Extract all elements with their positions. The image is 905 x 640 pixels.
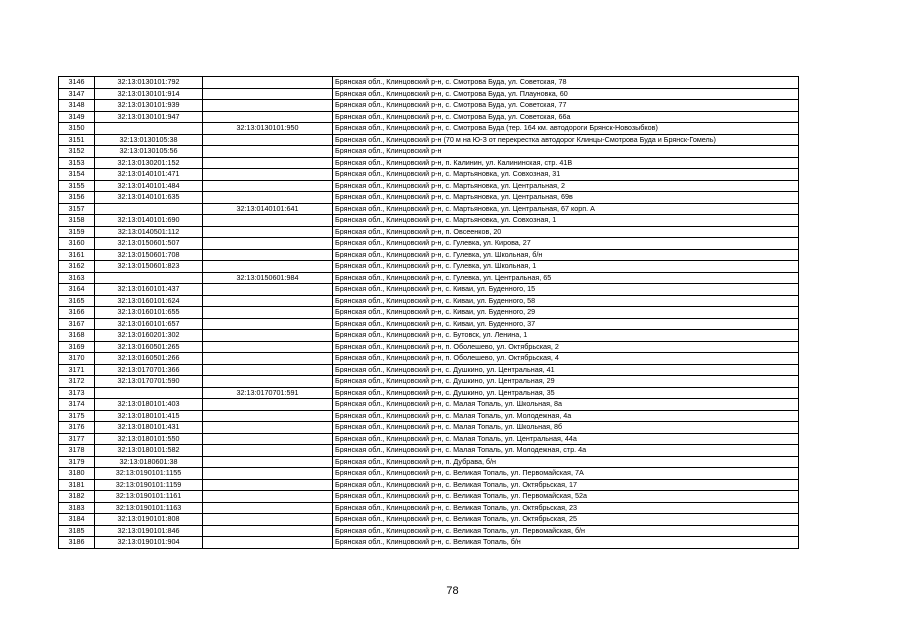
address-cell: Брянская обл., Клинцовский р-н, с. Гулевка, ул. Школьная, 1 <box>333 261 799 273</box>
parent-cadastral-number-cell <box>203 410 333 422</box>
cadastral-number-cell: 32:13:0180101:550 <box>95 433 203 445</box>
row-number-cell: 3152 <box>59 146 95 158</box>
cadastral-number-cell: 32:13:0140501:112 <box>95 226 203 238</box>
address-cell: Брянская обл., Клинцовский р-н (70 м на Ю-З от перекрестка автодорог Клинцы-Смотрова Буда и Брянск-Гомель) <box>333 134 799 146</box>
table-row <box>59 134 799 146</box>
cadastral-number-cell: 32:13:0150601:708 <box>95 249 203 261</box>
parent-cadastral-number-cell <box>203 180 333 192</box>
table-row <box>59 284 799 296</box>
parent-cadastral-number-cell <box>203 215 333 227</box>
row-number-cell: 3182 <box>59 491 95 503</box>
parent-cadastral-number-cell: 32:13:0170701:591 <box>203 387 333 399</box>
address-cell: Брянская обл., Клинцовский р-н, с. Великая Топаль, ул. Первомайская, б/н <box>333 525 799 537</box>
table-row <box>59 249 799 261</box>
table-row <box>59 261 799 273</box>
address-cell: Брянская обл., Клинцовский р-н, с. Великая Топаль, ул. Первомайская, 52а <box>333 491 799 503</box>
table-row <box>59 238 799 250</box>
cadastral-number-cell <box>95 203 203 215</box>
cadastral-number-cell <box>95 272 203 284</box>
page-number: 78 <box>446 585 459 597</box>
parent-cadastral-number-cell <box>203 318 333 330</box>
parent-cadastral-number-cell <box>203 226 333 238</box>
table-row <box>59 456 799 468</box>
address-cell: Брянская обл., Клинцовский р-н, с. Малая Топаль, ул. Школьная, 8б <box>333 422 799 434</box>
address-cell: Брянская обл., Клинцовский р-н, с. Малая Топаль, ул. Центральная, 44а <box>333 433 799 445</box>
table-row <box>59 88 799 100</box>
cadastral-number-cell: 32:13:0140101:471 <box>95 169 203 181</box>
row-number-cell: 3151 <box>59 134 95 146</box>
row-number-cell: 3171 <box>59 364 95 376</box>
table-row <box>59 123 799 135</box>
parent-cadastral-number-cell <box>203 445 333 457</box>
table-row <box>59 491 799 503</box>
cadastral-number-cell: 32:13:0160101:624 <box>95 295 203 307</box>
table-row <box>59 410 799 422</box>
cadastral-number-cell: 32:13:0180101:431 <box>95 422 203 434</box>
cadastral-number-cell <box>95 123 203 135</box>
row-number-cell: 3167 <box>59 318 95 330</box>
parent-cadastral-number-cell <box>203 491 333 503</box>
cadastral-number-cell: 32:13:0170701:590 <box>95 376 203 388</box>
cadastral-number-cell: 32:13:0190101:1159 <box>95 479 203 491</box>
parent-cadastral-number-cell <box>203 100 333 112</box>
address-cell: Брянская обл., Клинцовский р-н, с. Киваи, ул. Буденного, 29 <box>333 307 799 319</box>
table-row <box>59 146 799 158</box>
table-row <box>59 111 799 123</box>
cadastral-number-cell: 32:13:0130101:939 <box>95 100 203 112</box>
cadastral-number-cell: 32:13:0130201:152 <box>95 157 203 169</box>
address-cell: Брянская обл., Клинцовский р-н, с. Великая Топаль, ул. Октябрьская, 25 <box>333 514 799 526</box>
cadastral-number-cell: 32:13:0130105:56 <box>95 146 203 158</box>
parent-cadastral-number-cell <box>203 376 333 388</box>
row-number-cell: 3170 <box>59 353 95 365</box>
address-cell: Брянская обл., Клинцовский р-н, с. Киваи, ул. Буденного, 58 <box>333 295 799 307</box>
row-number-cell: 3163 <box>59 272 95 284</box>
table-row <box>59 157 799 169</box>
parent-cadastral-number-cell <box>203 502 333 514</box>
table-row <box>59 307 799 319</box>
row-number-cell: 3185 <box>59 525 95 537</box>
table-row <box>59 169 799 181</box>
row-number-cell: 3164 <box>59 284 95 296</box>
address-cell: Брянская обл., Клинцовский р-н, с. Великая Топаль, ул. Октябрьская, 17 <box>333 479 799 491</box>
row-number-cell: 3176 <box>59 422 95 434</box>
cadastral-number-cell: 32:13:0160501:265 <box>95 341 203 353</box>
row-number-cell: 3178 <box>59 445 95 457</box>
parent-cadastral-number-cell <box>203 479 333 491</box>
table-row <box>59 399 799 411</box>
row-number-cell: 3166 <box>59 307 95 319</box>
address-cell: Брянская обл., Клинцовский р-н, с. Гулевка, ул. Школьная, б/н <box>333 249 799 261</box>
row-number-cell: 3180 <box>59 468 95 480</box>
row-number-cell: 3173 <box>59 387 95 399</box>
parent-cadastral-number-cell <box>203 525 333 537</box>
table-row <box>59 330 799 342</box>
parent-cadastral-number-cell <box>203 169 333 181</box>
address-cell: Брянская обл., Клинцовский р-н, с. Душкино, ул. Центральная, 29 <box>333 376 799 388</box>
parent-cadastral-number-cell <box>203 433 333 445</box>
cadastral-number-cell: 32:13:0160201:302 <box>95 330 203 342</box>
cadastral-number-cell: 32:13:0130101:792 <box>95 77 203 89</box>
parent-cadastral-number-cell <box>203 399 333 411</box>
table-row <box>59 295 799 307</box>
table-row <box>59 433 799 445</box>
property-table-body <box>59 77 799 549</box>
row-number-cell: 3186 <box>59 537 95 549</box>
row-number-cell: 3158 <box>59 215 95 227</box>
parent-cadastral-number-cell <box>203 468 333 480</box>
parent-cadastral-number-cell <box>203 134 333 146</box>
parent-cadastral-number-cell: 32:13:0130101:950 <box>203 123 333 135</box>
cadastral-number-cell: 32:13:0130101:947 <box>95 111 203 123</box>
parent-cadastral-number-cell <box>203 192 333 204</box>
table-row <box>59 192 799 204</box>
address-cell: Брянская обл., Клинцовский р-н <box>333 146 799 158</box>
address-cell: Брянская обл., Клинцовский р-н, с. Киваи, ул. Буденного, 15 <box>333 284 799 296</box>
address-cell: Брянская обл., Клинцовский р-н, с. Смотрова Буда, ул. Плауновка, 60 <box>333 88 799 100</box>
row-number-cell: 3183 <box>59 502 95 514</box>
address-cell: Брянская обл., Клинцовский р-н, с. Мартьяновка, ул. Совхозная, 1 <box>333 215 799 227</box>
row-number-cell: 3147 <box>59 88 95 100</box>
cadastral-number-cell: 32:13:0190101:1155 <box>95 468 203 480</box>
table-row <box>59 226 799 238</box>
parent-cadastral-number-cell <box>203 422 333 434</box>
cadastral-number-cell: 32:13:0140101:635 <box>95 192 203 204</box>
address-cell: Брянская обл., Клинцовский р-н, с. Душкино, ул. Центральная, 41 <box>333 364 799 376</box>
address-cell: Брянская обл., Клинцовский р-н, с. Великая Топаль, ул. Первомайская, 7А <box>333 468 799 480</box>
parent-cadastral-number-cell <box>203 249 333 261</box>
table-row <box>59 203 799 215</box>
parent-cadastral-number-cell <box>203 353 333 365</box>
parent-cadastral-number-cell <box>203 261 333 273</box>
row-number-cell: 3157 <box>59 203 95 215</box>
cadastral-number-cell <box>95 387 203 399</box>
address-cell: Брянская обл., Клинцовский р-н, с. Смотрова Буда (тер. 164 км. автодороги Брянск-Новозыбков) <box>333 123 799 135</box>
property-table <box>58 76 799 549</box>
cadastral-number-cell: 32:13:0180101:403 <box>95 399 203 411</box>
row-number-cell: 3148 <box>59 100 95 112</box>
cadastral-number-cell: 32:13:0130105:38 <box>95 134 203 146</box>
cadastral-number-cell: 32:13:0150601:507 <box>95 238 203 250</box>
parent-cadastral-number-cell: 32:13:0150601:984 <box>203 272 333 284</box>
row-number-cell: 3177 <box>59 433 95 445</box>
address-cell: Брянская обл., Клинцовский р-н, с. Душкино, ул. Центральная, 35 <box>333 387 799 399</box>
parent-cadastral-number-cell <box>203 341 333 353</box>
row-number-cell: 3156 <box>59 192 95 204</box>
cadastral-number-cell: 32:13:0160501:266 <box>95 353 203 365</box>
table-row <box>59 180 799 192</box>
parent-cadastral-number-cell <box>203 157 333 169</box>
row-number-cell: 3168 <box>59 330 95 342</box>
cadastral-number-cell: 32:13:0190101:808 <box>95 514 203 526</box>
cadastral-number-cell: 32:13:0160101:437 <box>95 284 203 296</box>
parent-cadastral-number-cell <box>203 295 333 307</box>
row-number-cell: 3150 <box>59 123 95 135</box>
address-cell: Брянская обл., Клинцовский р-н, п. Оболешево, ул. Октябрьская, 4 <box>333 353 799 365</box>
table-row <box>59 445 799 457</box>
cadastral-number-cell: 32:13:0190101:1161 <box>95 491 203 503</box>
row-number-cell: 3169 <box>59 341 95 353</box>
address-cell: Брянская обл., Клинцовский р-н, с. Малая Топаль, ул. Молодежная, 4а <box>333 410 799 422</box>
address-cell: Брянская обл., Клинцовский р-н, с. Мартьяновка, ул. Центральная, 2 <box>333 180 799 192</box>
address-cell: Брянская обл., Клинцовский р-н, с. Гулевка, ул. Центральная, 65 <box>333 272 799 284</box>
cadastral-number-cell: 32:13:0130101:914 <box>95 88 203 100</box>
table-row <box>59 100 799 112</box>
table-row <box>59 318 799 330</box>
table-row <box>59 77 799 89</box>
row-number-cell: 3165 <box>59 295 95 307</box>
address-cell: Брянская обл., Клинцовский р-н, п. Калинин, ул. Калининская, стр. 41В <box>333 157 799 169</box>
row-number-cell: 3161 <box>59 249 95 261</box>
table-row <box>59 364 799 376</box>
address-cell: Брянская обл., Клинцовский р-н, с. Великая Топаль, б/н <box>333 537 799 549</box>
cadastral-number-cell: 32:13:0170701:366 <box>95 364 203 376</box>
row-number-cell: 3155 <box>59 180 95 192</box>
parent-cadastral-number-cell: 32:13:0140101:641 <box>203 203 333 215</box>
table-row <box>59 353 799 365</box>
row-number-cell: 3181 <box>59 479 95 491</box>
row-number-cell: 3149 <box>59 111 95 123</box>
parent-cadastral-number-cell <box>203 456 333 468</box>
address-cell: Брянская обл., Клинцовский р-н, с. Малая Топаль, ул. Школьная, 8а <box>333 399 799 411</box>
row-number-cell: 3146 <box>59 77 95 89</box>
table-row <box>59 376 799 388</box>
cadastral-number-cell: 32:13:0190101:904 <box>95 537 203 549</box>
row-number-cell: 3159 <box>59 226 95 238</box>
table-row <box>59 215 799 227</box>
table-row <box>59 502 799 514</box>
address-cell: Брянская обл., Клинцовский р-н, с. Бутовск, ул. Ленина, 1 <box>333 330 799 342</box>
address-cell: Брянская обл., Клинцовский р-н, с. Великая Топаль, ул. Октябрьская, 23 <box>333 502 799 514</box>
parent-cadastral-number-cell <box>203 364 333 376</box>
table-row <box>59 514 799 526</box>
table-row <box>59 525 799 537</box>
cadastral-number-cell: 32:13:0180601:38 <box>95 456 203 468</box>
cadastral-number-cell: 32:13:0190101:1163 <box>95 502 203 514</box>
row-number-cell: 3174 <box>59 399 95 411</box>
row-number-cell: 3162 <box>59 261 95 273</box>
cadastral-number-cell: 32:13:0140101:690 <box>95 215 203 227</box>
cadastral-number-cell: 32:13:0180101:415 <box>95 410 203 422</box>
cadastral-number-cell: 32:13:0150601:823 <box>95 261 203 273</box>
address-cell: Брянская обл., Клинцовский р-н, с. Малая Топаль, ул. Молодежная, стр. 4а <box>333 445 799 457</box>
cadastral-number-cell: 32:13:0180101:582 <box>95 445 203 457</box>
address-cell: Брянская обл., Клинцовский р-н, с. Мартьяновка, ул. Центральная, 67 корп. А <box>333 203 799 215</box>
address-cell: Брянская обл., Клинцовский р-н, с. Мартьяновка, ул. Совхозная, 31 <box>333 169 799 181</box>
row-number-cell: 3160 <box>59 238 95 250</box>
parent-cadastral-number-cell <box>203 307 333 319</box>
address-cell: Брянская обл., Клинцовский р-н, с. Гулевка, ул. Кирова, 27 <box>333 238 799 250</box>
parent-cadastral-number-cell <box>203 111 333 123</box>
address-cell: Брянская обл., Клинцовский р-н, п. Овсеенков, 20 <box>333 226 799 238</box>
table-row <box>59 537 799 549</box>
cadastral-number-cell: 32:13:0160101:657 <box>95 318 203 330</box>
parent-cadastral-number-cell <box>203 537 333 549</box>
parent-cadastral-number-cell <box>203 330 333 342</box>
parent-cadastral-number-cell <box>203 146 333 158</box>
row-number-cell: 3154 <box>59 169 95 181</box>
address-cell: Брянская обл., Клинцовский р-н, с. Мартьяновка, ул. Центральная, 69в <box>333 192 799 204</box>
address-cell: Брянская обл., Клинцовский р-н, с. Смотрова Буда, ул. Советская, 77 <box>333 100 799 112</box>
table-row <box>59 468 799 480</box>
table-row <box>59 272 799 284</box>
cadastral-number-cell: 32:13:0160101:655 <box>95 307 203 319</box>
parent-cadastral-number-cell <box>203 238 333 250</box>
address-cell: Брянская обл., Клинцовский р-н, с. Киваи, ул. Буденного, 37 <box>333 318 799 330</box>
cadastral-number-cell: 32:13:0140101:484 <box>95 180 203 192</box>
table-row <box>59 422 799 434</box>
row-number-cell: 3153 <box>59 157 95 169</box>
row-number-cell: 3179 <box>59 456 95 468</box>
cadastral-number-cell: 32:13:0190101:846 <box>95 525 203 537</box>
row-number-cell: 3184 <box>59 514 95 526</box>
address-cell: Брянская обл., Клинцовский р-н, с. Смотрова Буда, ул. Советская, 66а <box>333 111 799 123</box>
address-cell: Брянская обл., Клинцовский р-н, п. Дубрава, б/н <box>333 456 799 468</box>
row-number-cell: 3175 <box>59 410 95 422</box>
parent-cadastral-number-cell <box>203 88 333 100</box>
parent-cadastral-number-cell <box>203 514 333 526</box>
parent-cadastral-number-cell <box>203 77 333 89</box>
table-row <box>59 479 799 491</box>
address-cell: Брянская обл., Клинцовский р-н, с. Смотрова Буда, ул. Советская, 78 <box>333 77 799 89</box>
parent-cadastral-number-cell <box>203 284 333 296</box>
address-cell: Брянская обл., Клинцовский р-н, п. Оболешево, ул. Октябрьская, 2 <box>333 341 799 353</box>
row-number-cell: 3172 <box>59 376 95 388</box>
table-row <box>59 387 799 399</box>
table-row <box>59 341 799 353</box>
